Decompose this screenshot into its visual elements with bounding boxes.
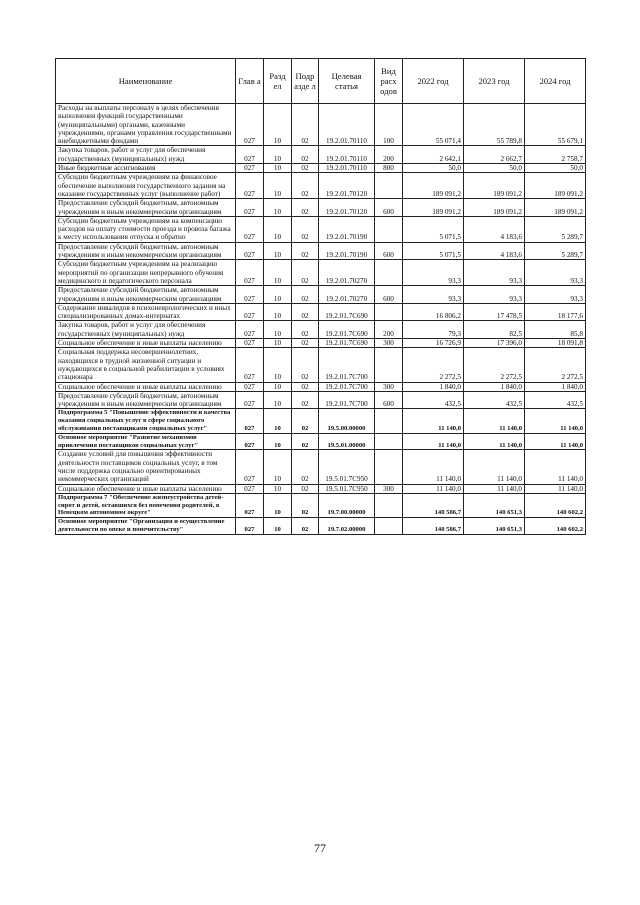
cell-2024: 93,3 bbox=[525, 286, 586, 304]
cell-name: Предоставление субсидий бюджетным, автономным учреждениям и иным некоммерческим организациям bbox=[56, 391, 236, 409]
cell-razdel: 10 bbox=[264, 409, 292, 433]
cell-name: Социальное обеспечение и иные выплаты населению bbox=[56, 382, 236, 391]
table-header-row bbox=[56, 59, 586, 104]
cell-name: Создание условий для повышения эффективности деятельности поставщиков социальных услуг, в том числе поддержка социально ориентированных некоммерческих организаций bbox=[56, 450, 236, 484]
cell-statya: 19.2.01.70110 bbox=[319, 104, 375, 146]
cell-glava: 027 bbox=[236, 450, 264, 484]
cell-statya: 19.2.01.70270 bbox=[319, 260, 375, 286]
cell-statya: 19.2.01.70120 bbox=[319, 173, 375, 199]
cell-2024: 5 289,7 bbox=[525, 216, 586, 242]
cell-2024: 2 272,5 bbox=[525, 348, 586, 382]
cell-2023: 2 272,5 bbox=[464, 348, 525, 382]
cell-podrazdel: 02 bbox=[292, 484, 319, 493]
cell-name: Подпрограмма 5 "Повышение эффективности и качества оказания социальных услуг в сфере социального обслуживания поставщиками социальных услуг" bbox=[56, 409, 236, 433]
cell-2023: 189 091,2 bbox=[464, 173, 525, 199]
table-row bbox=[56, 321, 586, 339]
cell-2022: 79,3 bbox=[403, 321, 464, 339]
header-name: Наименование bbox=[56, 59, 236, 104]
cell-razdel: 10 bbox=[264, 303, 292, 321]
cell-name: Субсидии бюджетным учреждениям на финансовое обеспечение выполнения государственного задания на оказание государственных услуг (выполнение работ) bbox=[56, 173, 236, 199]
cell-2024: 140 602,2 bbox=[525, 518, 586, 535]
cell-razdel: 10 bbox=[264, 286, 292, 304]
cell-name: Иные бюджетные ассигнования bbox=[56, 164, 236, 173]
cell-statya: 19.2.01.7С700 bbox=[319, 391, 375, 409]
table-row bbox=[56, 382, 586, 391]
table-row bbox=[56, 146, 586, 164]
cell-name: Закупка товаров, работ и услуг для обеспечения государственных (муниципальных) нужд bbox=[56, 321, 236, 339]
cell-2023: 4 183,6 bbox=[464, 216, 525, 242]
cell-2023: 2 662,7 bbox=[464, 146, 525, 164]
cell-2022: 16 806,2 bbox=[403, 303, 464, 321]
table-row bbox=[56, 433, 586, 450]
cell-podrazdel: 02 bbox=[292, 286, 319, 304]
cell-2022: 16 726,9 bbox=[403, 339, 464, 348]
cell-podrazdel: 02 bbox=[292, 173, 319, 199]
cell-statya: 19.2.01.7С690 bbox=[319, 339, 375, 348]
cell-2022: 189 091,2 bbox=[403, 199, 464, 217]
cell-name: Предоставление субсидий бюджетным, автономным учреждениям и иным некоммерческим организациям bbox=[56, 199, 236, 217]
cell-vid: 600 bbox=[375, 242, 403, 260]
cell-2023: 17 478,5 bbox=[464, 303, 525, 321]
cell-glava: 027 bbox=[236, 493, 264, 517]
cell-glava: 027 bbox=[236, 104, 264, 146]
cell-2022: 1 840,0 bbox=[403, 382, 464, 391]
cell-2023: 1 840,0 bbox=[464, 382, 525, 391]
cell-razdel: 10 bbox=[264, 321, 292, 339]
cell-2023: 93,3 bbox=[464, 286, 525, 304]
cell-2023: 11 140,0 bbox=[464, 450, 525, 484]
cell-razdel: 10 bbox=[264, 146, 292, 164]
cell-2024: 189 091,2 bbox=[525, 173, 586, 199]
cell-name: Закупка товаров, работ и услуг для обеспечения государственных (муниципальных) нужд bbox=[56, 146, 236, 164]
cell-vid: 200 bbox=[375, 146, 403, 164]
cell-glava: 027 bbox=[236, 173, 264, 199]
cell-2023: 50,0 bbox=[464, 164, 525, 173]
cell-razdel: 10 bbox=[264, 216, 292, 242]
cell-2022: 93,3 bbox=[403, 260, 464, 286]
cell-vid bbox=[375, 260, 403, 286]
cell-name: Социальное обеспечение и иные выплаты населению bbox=[56, 484, 236, 493]
cell-2022: 432,5 bbox=[403, 391, 464, 409]
cell-name: Субсидии бюджетным учреждениям на компенсацию расходов на оплату стоимости проезда и провоза багажа к месту использования отпуска и обратно bbox=[56, 216, 236, 242]
cell-vid bbox=[375, 450, 403, 484]
cell-razdel: 10 bbox=[264, 260, 292, 286]
page-number: 77 bbox=[314, 841, 326, 855]
cell-razdel: 10 bbox=[264, 339, 292, 348]
cell-statya: 19.7.00.00000 bbox=[319, 493, 375, 517]
cell-statya: 19.2.01.70120 bbox=[319, 199, 375, 217]
cell-vid bbox=[375, 493, 403, 517]
cell-statya: 19.2.01.70190 bbox=[319, 242, 375, 260]
cell-podrazdel: 02 bbox=[292, 303, 319, 321]
cell-podrazdel: 02 bbox=[292, 164, 319, 173]
cell-2023: 17 396,0 bbox=[464, 339, 525, 348]
cell-glava: 027 bbox=[236, 321, 264, 339]
cell-2024: 432,5 bbox=[525, 391, 586, 409]
table-row bbox=[56, 199, 586, 217]
header-razdel: Разд ел bbox=[264, 59, 292, 104]
table-row bbox=[56, 173, 586, 199]
cell-razdel: 10 bbox=[264, 450, 292, 484]
header-glava: Глав а bbox=[236, 59, 264, 104]
cell-statya: 19.2.01.7С700 bbox=[319, 348, 375, 382]
cell-2024: 93,3 bbox=[525, 260, 586, 286]
cell-name: Предоставление субсидий бюджетным, автономным учреждениям и иным некоммерческим организациям bbox=[56, 242, 236, 260]
cell-name: Подпрограмма 7 "Обеспечение жизнеустройства детей-сирот и детей, оставшихся без попечения родителей, в Ненецком автономном округе" bbox=[56, 493, 236, 517]
cell-glava: 027 bbox=[236, 164, 264, 173]
cell-2024: 18 177,6 bbox=[525, 303, 586, 321]
cell-2024: 1 840,0 bbox=[525, 382, 586, 391]
cell-vid bbox=[375, 303, 403, 321]
header-2024: 2024 год bbox=[525, 59, 586, 104]
cell-vid: 600 bbox=[375, 199, 403, 217]
cell-name: Расходы на выплаты персоналу в целях обеспечения выполнения функций государственными (муниципальными) органами, казенными учреждениями, органами управления государственными внебюджетными фондами bbox=[56, 104, 236, 146]
cell-glava: 027 bbox=[236, 199, 264, 217]
cell-podrazdel: 02 bbox=[292, 339, 319, 348]
cell-razdel: 10 bbox=[264, 164, 292, 173]
table-row bbox=[56, 348, 586, 382]
cell-name: Основное мероприятие "Организация и осуществление деятельности по опеке и попечительству" bbox=[56, 518, 236, 535]
header-2022: 2022 год bbox=[403, 59, 464, 104]
cell-2022: 5 071,5 bbox=[403, 242, 464, 260]
header-podrazdel: Подр азде л bbox=[292, 59, 319, 104]
cell-glava: 027 bbox=[236, 348, 264, 382]
cell-glava: 027 bbox=[236, 433, 264, 450]
cell-razdel: 10 bbox=[264, 382, 292, 391]
cell-2024: 140 602,2 bbox=[525, 493, 586, 517]
cell-2022: 5 071,5 bbox=[403, 216, 464, 242]
cell-2024: 5 289,7 bbox=[525, 242, 586, 260]
cell-2024: 11 140,0 bbox=[525, 484, 586, 493]
cell-statya: 19.2.01.7С700 bbox=[319, 382, 375, 391]
cell-podrazdel: 02 bbox=[292, 199, 319, 217]
cell-vid: 800 bbox=[375, 164, 403, 173]
cell-podrazdel: 02 bbox=[292, 493, 319, 517]
table-row bbox=[56, 409, 586, 433]
cell-podrazdel: 02 bbox=[292, 433, 319, 450]
cell-statya: 19.2.01.70110 bbox=[319, 164, 375, 173]
cell-podrazdel: 02 bbox=[292, 321, 319, 339]
table-row bbox=[56, 450, 586, 484]
cell-name: Социальное обеспечение и иные выплаты населению bbox=[56, 339, 236, 348]
cell-2023: 140 651,3 bbox=[464, 518, 525, 535]
table-row bbox=[56, 484, 586, 493]
cell-2024: 85,8 bbox=[525, 321, 586, 339]
cell-statya: 19.5.01.7С950 bbox=[319, 450, 375, 484]
cell-2024: 189 091,2 bbox=[525, 199, 586, 217]
cell-statya: 19.5.01.7С950 bbox=[319, 484, 375, 493]
cell-glava: 027 bbox=[236, 382, 264, 391]
cell-glava: 027 bbox=[236, 216, 264, 242]
cell-glava: 027 bbox=[236, 391, 264, 409]
cell-2022: 189 091,2 bbox=[403, 173, 464, 199]
cell-statya: 19.5.01.00000 bbox=[319, 433, 375, 450]
cell-glava: 027 bbox=[236, 484, 264, 493]
cell-name: Социальная поддержка несовершеннолетних, находящихся в трудной жизненной ситуации и нуждающихся в социальной реабилитации в условиях стационара bbox=[56, 348, 236, 382]
cell-vid bbox=[375, 409, 403, 433]
cell-2022: 2 642,1 bbox=[403, 146, 464, 164]
cell-2024: 55 679,1 bbox=[525, 104, 586, 146]
budget-table bbox=[55, 58, 586, 535]
cell-vid bbox=[375, 173, 403, 199]
cell-razdel: 10 bbox=[264, 484, 292, 493]
cell-vid: 600 bbox=[375, 286, 403, 304]
cell-statya: 19.2.01.7С690 bbox=[319, 303, 375, 321]
cell-podrazdel: 02 bbox=[292, 409, 319, 433]
table-row bbox=[56, 216, 586, 242]
cell-podrazdel: 02 bbox=[292, 260, 319, 286]
cell-2023: 55 789,8 bbox=[464, 104, 525, 146]
cell-podrazdel: 02 bbox=[292, 146, 319, 164]
cell-razdel: 10 bbox=[264, 242, 292, 260]
cell-razdel: 10 bbox=[264, 518, 292, 535]
table-row bbox=[56, 260, 586, 286]
cell-glava: 027 bbox=[236, 260, 264, 286]
cell-2023: 82,5 bbox=[464, 321, 525, 339]
cell-vid: 600 bbox=[375, 391, 403, 409]
cell-statya: 19.2.01.7С690 bbox=[319, 321, 375, 339]
cell-statya: 19.7.02.00000 bbox=[319, 518, 375, 535]
cell-2023: 93,3 bbox=[464, 260, 525, 286]
cell-2022: 2 272,5 bbox=[403, 348, 464, 382]
cell-2023: 11 140,0 bbox=[464, 433, 525, 450]
cell-name: Предоставление субсидий бюджетным, автономным учреждениям и иным некоммерческим организациям bbox=[56, 286, 236, 304]
cell-glava: 027 bbox=[236, 409, 264, 433]
cell-2022: 11 140,0 bbox=[403, 484, 464, 493]
cell-vid bbox=[375, 216, 403, 242]
cell-vid bbox=[375, 518, 403, 535]
cell-razdel: 10 bbox=[264, 391, 292, 409]
cell-2024: 18 091,8 bbox=[525, 339, 586, 348]
cell-vid bbox=[375, 433, 403, 450]
cell-2023: 189 091,2 bbox=[464, 199, 525, 217]
cell-2023: 11 140,0 bbox=[464, 409, 525, 433]
cell-glava: 027 bbox=[236, 242, 264, 260]
table-row bbox=[56, 493, 586, 517]
cell-vid: 200 bbox=[375, 321, 403, 339]
header-vid: Вид расх одов bbox=[375, 59, 403, 104]
cell-podrazdel: 02 bbox=[292, 382, 319, 391]
table-row bbox=[56, 286, 586, 304]
cell-2022: 11 140,0 bbox=[403, 409, 464, 433]
cell-podrazdel: 02 bbox=[292, 216, 319, 242]
cell-razdel: 10 bbox=[264, 433, 292, 450]
cell-razdel: 10 bbox=[264, 173, 292, 199]
cell-2024: 11 140,0 bbox=[525, 409, 586, 433]
cell-2024: 2 758,7 bbox=[525, 146, 586, 164]
cell-podrazdel: 02 bbox=[292, 348, 319, 382]
cell-2022: 11 140,0 bbox=[403, 450, 464, 484]
cell-podrazdel: 02 bbox=[292, 391, 319, 409]
cell-glava: 027 bbox=[236, 518, 264, 535]
cell-2022: 140 586,7 bbox=[403, 518, 464, 535]
cell-podrazdel: 02 bbox=[292, 104, 319, 146]
cell-glava: 027 bbox=[236, 339, 264, 348]
cell-statya: 19.5.00.00000 bbox=[319, 409, 375, 433]
cell-statya: 19.2.01.70270 bbox=[319, 286, 375, 304]
cell-2022: 140 586,7 bbox=[403, 493, 464, 517]
cell-2022: 55 071,4 bbox=[403, 104, 464, 146]
cell-razdel: 10 bbox=[264, 199, 292, 217]
header-statya: Целевая статья bbox=[319, 59, 375, 104]
cell-statya: 19.2.01.70110 bbox=[319, 146, 375, 164]
cell-vid: 100 bbox=[375, 104, 403, 146]
cell-razdel: 10 bbox=[264, 493, 292, 517]
cell-vid: 300 bbox=[375, 382, 403, 391]
cell-2024: 11 140,0 bbox=[525, 450, 586, 484]
cell-2024: 11 140,0 bbox=[525, 433, 586, 450]
table-row bbox=[56, 242, 586, 260]
cell-2022: 50,0 bbox=[403, 164, 464, 173]
cell-glava: 027 bbox=[236, 303, 264, 321]
cell-2023: 11 140,0 bbox=[464, 484, 525, 493]
cell-statya: 19.2.01.70190 bbox=[319, 216, 375, 242]
cell-podrazdel: 02 bbox=[292, 518, 319, 535]
cell-name: Субсидии бюджетным учреждениям на реализацию мероприятий по организации непрерывного обучения медицинского и педагогического персонала bbox=[56, 260, 236, 286]
cell-glava: 027 bbox=[236, 146, 264, 164]
cell-2023: 140 651,3 bbox=[464, 493, 525, 517]
cell-podrazdel: 02 bbox=[292, 450, 319, 484]
table-row bbox=[56, 303, 586, 321]
cell-vid: 300 bbox=[375, 484, 403, 493]
cell-name: Содержание инвалидов в психоневрологических и иных специализированных домах-интернатах bbox=[56, 303, 236, 321]
cell-2023: 4 183,6 bbox=[464, 242, 525, 260]
cell-glava: 027 bbox=[236, 286, 264, 304]
cell-name: Основное мероприятие "Развитие механизмов привлечения поставщиков социальных услуг" bbox=[56, 433, 236, 450]
cell-podrazdel: 02 bbox=[292, 242, 319, 260]
cell-2022: 93,3 bbox=[403, 286, 464, 304]
table-row bbox=[56, 164, 586, 173]
table-row bbox=[56, 518, 586, 535]
cell-2022: 11 140,0 bbox=[403, 433, 464, 450]
table-row bbox=[56, 391, 586, 409]
table-row bbox=[56, 339, 586, 348]
cell-2023: 432,5 bbox=[464, 391, 525, 409]
header-2023: 2023 год bbox=[464, 59, 525, 104]
cell-vid bbox=[375, 348, 403, 382]
cell-2024: 50,0 bbox=[525, 164, 586, 173]
cell-razdel: 10 bbox=[264, 348, 292, 382]
table-row bbox=[56, 104, 586, 146]
cell-vid: 300 bbox=[375, 339, 403, 348]
cell-razdel: 10 bbox=[264, 104, 292, 146]
